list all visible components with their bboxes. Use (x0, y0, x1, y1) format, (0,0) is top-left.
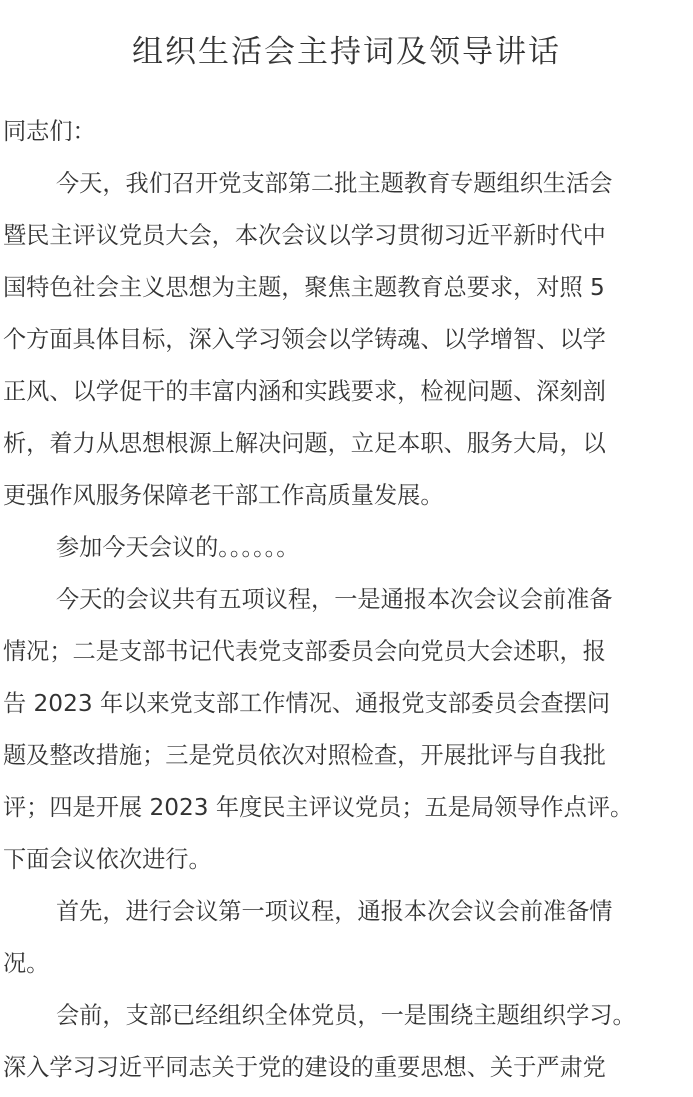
paragraph-line: 参加今天会议的。。。。。。 (56, 534, 300, 561)
paragraph-line: 更强作风服务保障老干部工作高质量发展。 (3, 482, 444, 509)
paragraph-line: 情况；二是支部书记代表党支部委员会向党员大会述职，报 (3, 638, 606, 665)
paragraph-line: 会前，支部已经组织全体党员，一是围绕主题组织学习。 (56, 1002, 636, 1029)
paragraph-line: 正风、以学促干的丰富内涵和实践要求，检视问题、深刻剖 (3, 378, 606, 405)
salutation-line: 同志们： (3, 118, 96, 145)
paragraph-line: 况。 (3, 950, 50, 977)
paragraph-line: 个方面具体目标，深入学习领会以学铸魂、以学增智、以学 (3, 326, 606, 353)
paragraph-line: 今天的会议共有五项议程，一是通报本次会议会前准备 (56, 586, 613, 613)
paragraph-line: 下面会议依次进行。 (3, 846, 212, 873)
paragraph-line: 题及整改措施；三是党员依次对照检查，开展批评与自我批 (3, 742, 606, 769)
paragraph-line: 深入学习习近平同志关于党的建设的重要思想、关于严肃党 (3, 1054, 606, 1081)
paragraph-line: 今天，我们召开党支部第二批主题教育专题组织生活会 (56, 170, 613, 197)
paragraph-line: 告 2023 年以来党支部工作情况、通报党支部委员会查摆问 (3, 690, 611, 717)
paragraph-line: 暨民主评议党员大会，本次会议以学习贯彻习近平新时代中 (3, 222, 606, 249)
paragraph-line: 首先，进行会议第一项议程，通报本次会议会前准备情 (56, 898, 613, 925)
paragraph-line: 国特色社会主义思想为主题，聚焦主题教育总要求，对照 5 (3, 274, 605, 301)
document-title: 组织生活会主持词及领导讲话 (132, 34, 561, 70)
paragraph-line: 析，着力从思想根源上解决问题，立足本职、服务大局，以 (3, 430, 606, 457)
paragraph-line: 评；四是开展 2023 年度民主评议党员；五是局领导作点评。 (3, 794, 634, 821)
